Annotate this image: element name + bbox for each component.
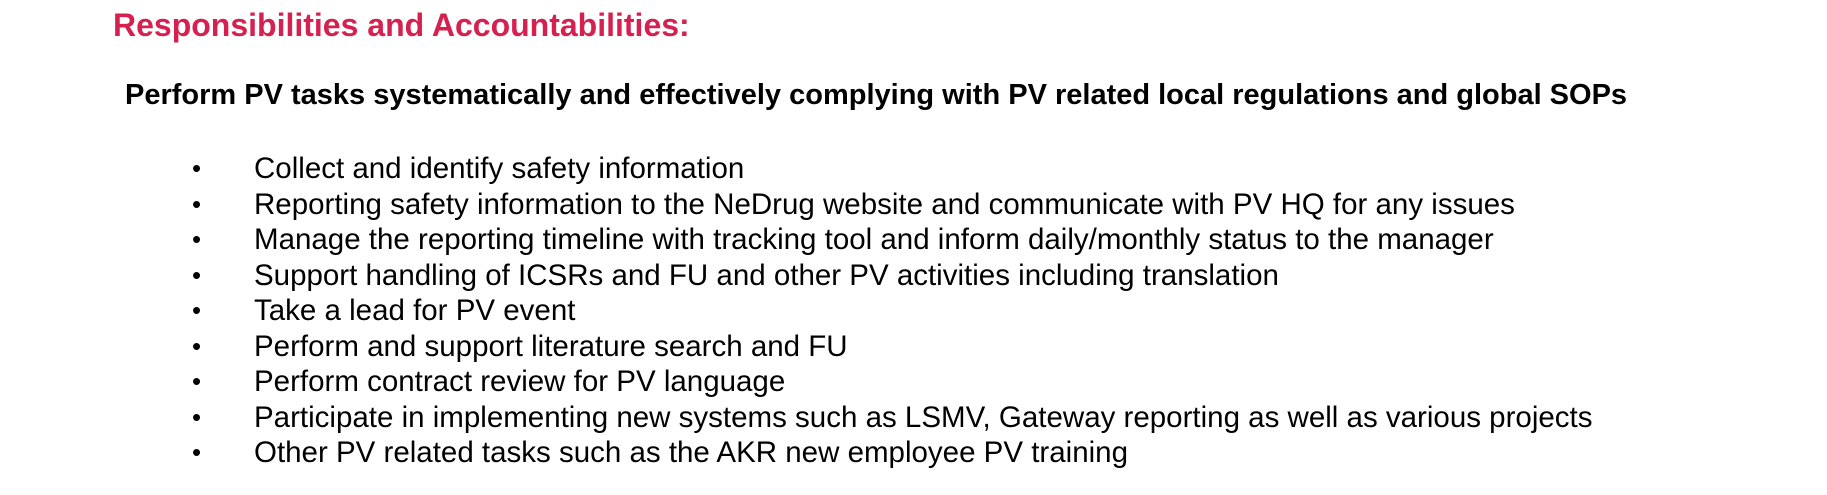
list-item-text: Reporting safety information to the NeDrug website and communicate with PV HQ for any issues [254,187,1515,221]
list-item-text: Manage the reporting timeline with tracking tool and inform daily/monthly status to the manager [254,223,1494,256]
list-item-text: Support handling of ICSRs and FU and other PV activities including translation [254,258,1279,292]
bullet-icon: • [192,259,202,290]
section-title: Responsibilities and Accountabilities: [113,7,690,43]
bullet-icon: • [192,330,202,361]
subheading: Perform PV tasks systematically and effectively complying with PV related local regulations and global SOPs [125,79,1628,111]
list-item-text: Perform contract review for PV language [254,365,786,398]
bullet-icon: • [192,437,202,467]
list-item-text: Collect and identify safety information [254,152,745,185]
bullet-icon: • [192,401,202,432]
bullet-icon: • [192,224,202,254]
list-item-text: Participate in implementing new systems such as LSMV, Gateway reporting as well as various projects [254,400,1593,434]
list-item-text: Take a lead for PV event [254,294,576,327]
list-item-text: Other PV related tasks such as the AKR new employee PV training [254,436,1128,469]
bullet-icon: • [192,366,202,396]
list-item-text: Perform and support literature search and FU [254,329,848,363]
bullet-icon: • [192,295,202,325]
bullet-icon: • [192,188,202,219]
bullet-icon: • [192,153,202,183]
